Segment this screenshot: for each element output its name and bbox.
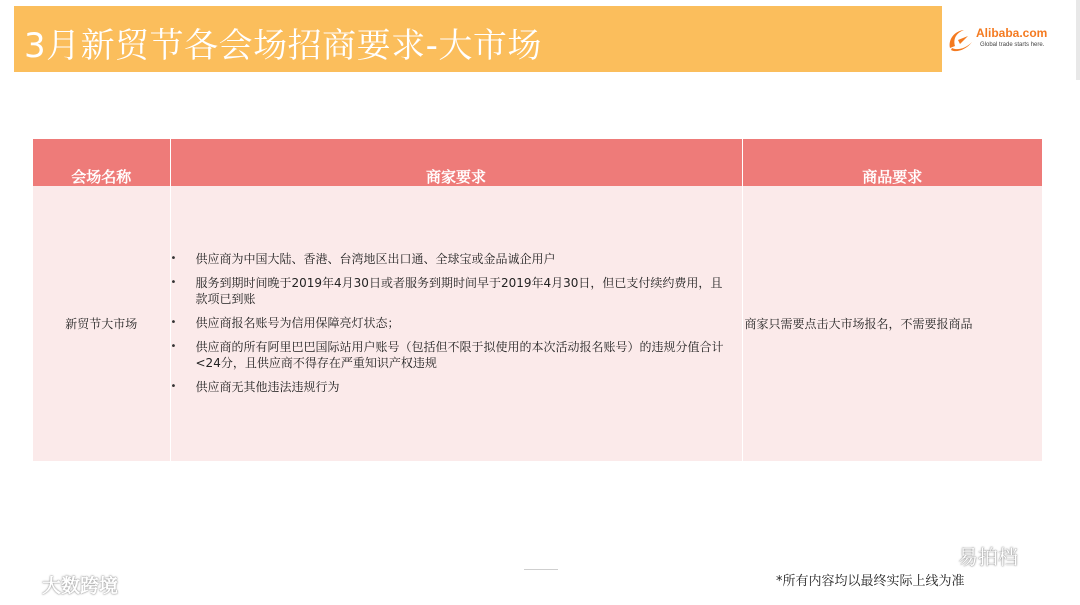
watermark-left <box>10 571 118 597</box>
list-item: • 供应商报名账号为信用保障亮灯状态； <box>171 315 742 331</box>
watermark-right-text: 易拍档 <box>958 544 1018 569</box>
table-row <box>33 186 1042 461</box>
wechat-icon <box>920 542 954 568</box>
header-merchant-requirements: 商家要求 <box>170 139 742 186</box>
footer-divider <box>524 569 558 570</box>
alibaba-smile-icon <box>946 26 976 54</box>
list-item: • 供应商的所有阿里巴巴国际站用户账号（包括但不限于拟使用的本次活动报名账号）的违规分值合计<24分，且供应商不得存在严重知识产权违规 <box>171 339 742 371</box>
slide-edge <box>1076 0 1080 80</box>
header-product-requirements: 商品要求 <box>742 139 1042 186</box>
header-venue-name: 会场名称 <box>33 139 170 186</box>
watermark-left-text: 大数跨境 <box>42 574 119 597</box>
list-item: • 服务到期时间晚于2019年4月30日或者服务到期时间早于2019年4月30日，但已支付续约费用，且款项已到账 <box>171 275 742 307</box>
product-requirements-cell: 商家只需要点击大市场报名，不需要报商品 <box>742 186 1042 461</box>
table-header-row <box>33 139 1042 186</box>
logo-tagline: Global trade starts here. <box>980 42 1045 48</box>
alibaba-logo <box>946 22 1066 62</box>
requirements-table <box>33 139 1042 461</box>
logo-brand: Alibaba.com <box>976 26 1048 40</box>
title-bar <box>14 6 942 72</box>
merchant-requirements-list <box>171 251 742 395</box>
page-title: 3月新贸节各会场招商要求-大市场 <box>24 26 542 66</box>
footnote: *所有内容均以最终实际上线为准 <box>776 574 965 589</box>
weibo-icon <box>10 573 40 595</box>
watermark-right <box>920 540 1018 570</box>
merchant-requirements-cell <box>170 186 742 461</box>
venue-name-cell: 新贸节大市场 <box>33 186 170 461</box>
list-item: • 供应商为中国大陆、香港、台湾地区出口通、全球宝或金品诚企用户 <box>171 251 742 267</box>
list-item: • 供应商无其他违法违规行为 <box>171 379 742 395</box>
